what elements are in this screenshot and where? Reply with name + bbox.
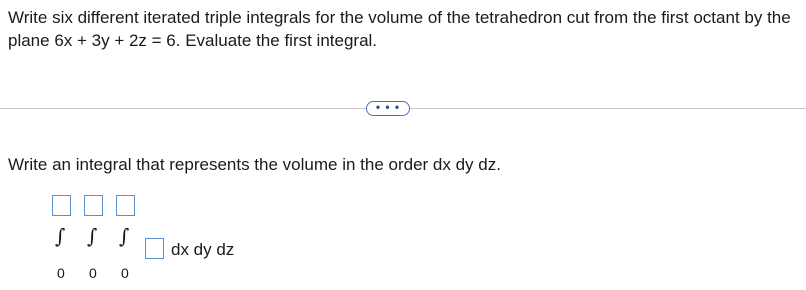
upper-limit-input-middle[interactable] — [84, 195, 103, 216]
integral-sign-outer: ∫ — [55, 224, 66, 248]
integrand-input[interactable] — [145, 238, 164, 259]
more-icon: • • • — [375, 99, 401, 114]
integral-sign-inner: ∫ — [119, 224, 130, 248]
expand-button[interactable] — [366, 101, 410, 116]
lower-limit-middle: 0 — [89, 265, 97, 281]
upper-limit-input-inner[interactable] — [116, 195, 135, 216]
lower-limit-inner: 0 — [121, 265, 129, 281]
upper-limit-input-outer[interactable] — [52, 195, 71, 216]
lower-limit-outer: 0 — [57, 265, 65, 281]
question-text: Write six different iterated triple integrals for the volume of the tetrahedron cut from the first octant by the plane 6x + 3y + 2z = 6. Evaluate the first integral. — [8, 8, 791, 50]
part-instruction: Write an integral that represents the volume in the order dx dy dz. — [8, 155, 501, 174]
integral-sign-middle: ∫ — [87, 224, 98, 248]
differentials-label: dx dy dz — [171, 240, 235, 259]
